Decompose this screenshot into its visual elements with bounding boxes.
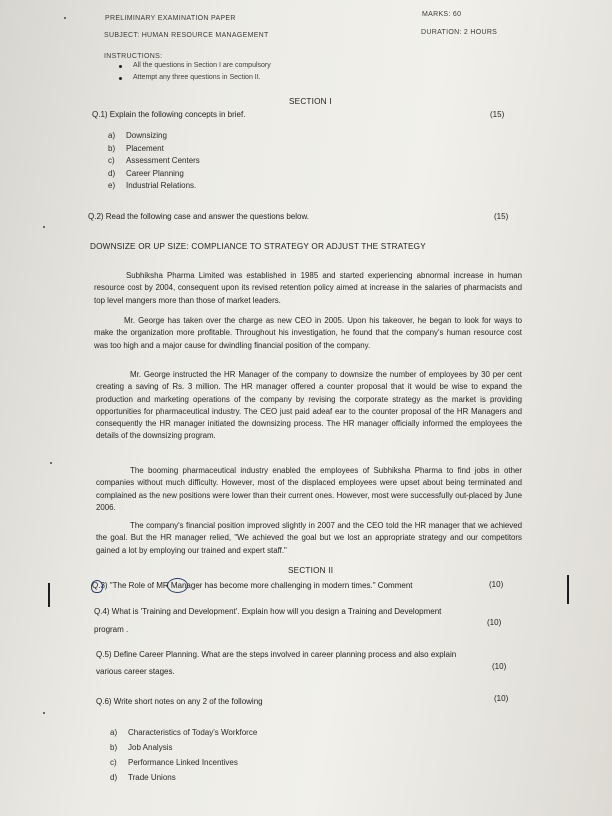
question-5-marks: (10) xyxy=(492,662,507,671)
list-item xyxy=(110,740,257,755)
list-letter: d) xyxy=(108,168,116,178)
list-letter: a) xyxy=(110,728,118,737)
bullet-icon xyxy=(119,65,122,68)
question-1-list xyxy=(108,130,200,193)
list-text: Placement xyxy=(126,143,164,153)
question-1: Q.1) Explain the following concepts in brief. xyxy=(92,110,246,119)
question-6-list xyxy=(110,725,257,785)
case-paragraph-4: The booming pharmaceutical industry enabled the employees of Subhiksha Pharma to find jobs in other companies without much difficulty. However, most of the displaced employees were upset about being terminated and complained as the new positions were lower than their current ones. However, most were successfully out-placed by June 2006. xyxy=(96,466,522,512)
list-text: Downsizing xyxy=(126,131,167,140)
instructions-heading: INSTRUCTIONS: xyxy=(104,53,163,60)
list-letter: d) xyxy=(110,773,118,782)
list-item xyxy=(108,168,200,181)
list-item xyxy=(108,155,200,168)
list-text: Assessment Centers xyxy=(126,156,200,165)
instruction-item: All the questions in Section I are compulsory xyxy=(133,62,271,69)
pen-margin-line xyxy=(48,583,50,607)
case-paragraph-1: Subhiksha Pharma Limited was established in 1985 and started experiencing abnormal increase in human resource cost by 2004, consequent upon its revised retention policy aimed at increase in the salaries of pharmacists and top level mangers more than those of market leaders. xyxy=(94,271,522,305)
case-paragraph-3: Mr. George instructed the HR Manager of the company to downsize the number of employees by 30 per cent creating a saving of Rs. 3 million. The HR manager offered a counter proposal that it would be wise to expand the production and marketing operations of the company by revising the corporate strategy as the market is providing opportunities for pharmaceutical industry. The CEO just paid adeaf ear to the counter proposal of the HR Managers and consequently the HR manager initiated the downsizing process. The HR manager officially informed the employees the details of the downsizing program. xyxy=(96,370,522,441)
list-item xyxy=(108,130,200,143)
list-item xyxy=(108,180,200,193)
question-3-marks: (10) xyxy=(489,580,504,589)
question-5-line1: Q.5) Define Career Planning. What are the steps involved in career planning process and also explain xyxy=(96,650,457,659)
bullet-icon xyxy=(119,77,122,80)
speck-dot xyxy=(43,712,45,714)
pen-tick-mark xyxy=(91,580,103,593)
section2-heading: SECTION II xyxy=(288,566,334,575)
list-letter: b) xyxy=(110,743,118,752)
case-title: DOWNSIZE OR UP SIZE: COMPLIANCE TO STRATEGY OR ADJUST THE STRATEGY xyxy=(90,242,426,251)
case-paragraph-2: Mr. George has taken over the charge as new CEO in 2005. Upon his takeover, he began to look for ways to make the organization more profitable. Throughout his investigation, he found that the company's human resource cost was too high and a major cause for dwindling financial position of the company. xyxy=(94,316,522,350)
speck-dot xyxy=(64,17,66,19)
list-item xyxy=(110,725,257,740)
question-1-marks: (15) xyxy=(490,110,505,119)
speck-dot xyxy=(43,226,45,228)
list-item xyxy=(108,143,200,156)
list-letter: e) xyxy=(108,181,116,190)
question-5-line2: various career stages. xyxy=(96,667,175,676)
instruction-item: Attempt any three questions in Section II. xyxy=(133,74,261,81)
list-letter: c) xyxy=(108,156,115,165)
duration-label: DURATION: 2 HOURS xyxy=(421,29,498,36)
case-paragraph-5: The company's financial position improved slightly in 2007 and the CEO told the HR manager that we achieved the goal. But the HR manager relied, "We achieved the goal but we lost an appropriate strategy and our competitors gained a lot by employing our trained and expert staff." xyxy=(96,521,522,555)
list-text: Trade Unions xyxy=(128,773,176,782)
question-2: Q.2) Read the following case and answer the questions below. xyxy=(88,212,310,221)
subject-label: SUBJECT: HUMAN RESOURCE MANAGEMENT xyxy=(104,32,269,39)
list-text: Industrial Relations. xyxy=(126,181,197,190)
paper-title: PRELIMINARY EXAMINATION PAPER xyxy=(105,15,236,22)
list-text: Characteristics of Today's Workforce xyxy=(128,728,258,737)
section1-heading: SECTION I xyxy=(289,97,332,106)
list-item xyxy=(110,755,257,770)
list-text: Performance Linked Incentives xyxy=(128,758,238,767)
question-4-line2: program . xyxy=(94,625,129,634)
pen-margin-line xyxy=(567,575,569,604)
question-6: Q.6) Write short notes on any 2 of the following xyxy=(96,697,263,706)
question-3: Q.3) "The Role of MR Manager has become more challenging in modern times." Comment xyxy=(92,581,413,590)
list-letter: b) xyxy=(108,143,116,153)
list-text: Job Analysis xyxy=(128,743,173,752)
question-6-marks: (10) xyxy=(494,694,509,703)
marks-label: MARKS: 60 xyxy=(422,11,462,18)
list-letter: c) xyxy=(110,758,117,767)
question-4-line1: Q.4) What is 'Training and Development'. Explain how will you design a Training and Development xyxy=(94,607,442,616)
speck-dot xyxy=(50,462,52,464)
list-text: Career Planning xyxy=(126,168,184,178)
list-letter: a) xyxy=(108,131,116,140)
list-item xyxy=(110,770,257,785)
pen-circle-mark xyxy=(167,578,188,593)
question-4-marks: (10) xyxy=(487,618,502,627)
question-2-marks: (15) xyxy=(494,212,509,221)
